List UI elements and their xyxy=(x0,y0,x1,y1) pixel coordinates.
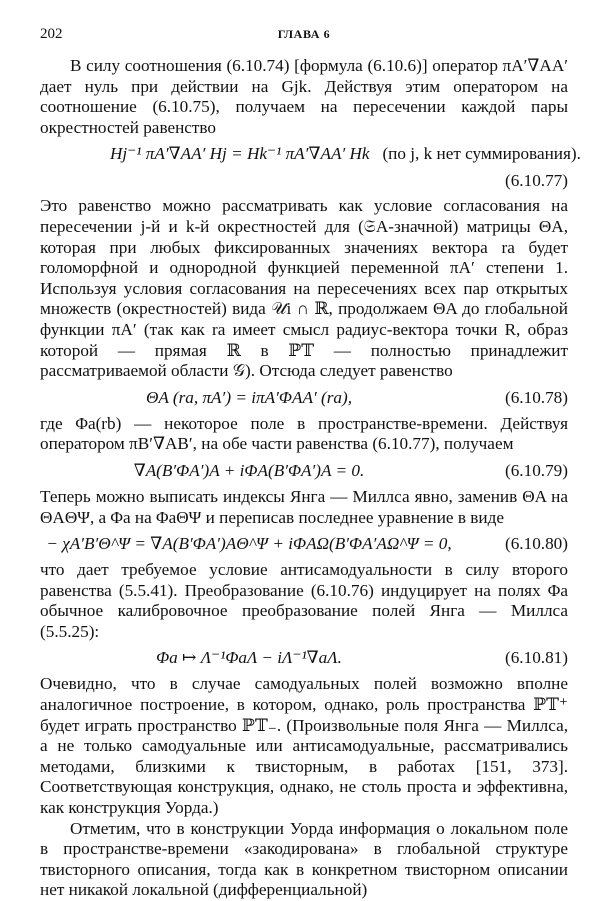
equation-6-10-79 xyxy=(40,455,568,487)
equation-number: (6.10.79) xyxy=(504,460,568,480)
equation-number: (6.10.77) xyxy=(504,171,568,191)
equation-number-row xyxy=(40,170,568,192)
paragraph-6: Очевидно, что в случае самодуальных полей возможно вполне аналогичное построение, в котором, однако, роль пространства ℙ𝕋⁺ будет играть пространство ℙ𝕋₋. (Произвольные поля Янга — Миллса, а не только самодуальные или антисамодуальные, рассматривались методами, близкими к твисторным, в работах [151, 373]. Соответствующая конструкция, однако, не столь проста и эффективна, как конструкция Уорда.) xyxy=(40,674,568,818)
paragraph-2: Это равенство можно рассматривать как условие согласования на пересечении j-й и k-й окрестностей для (𝔖A-значной) матрицы ΘA, которая при любых фиксированных значениях вектора ra будет голоморфной и однородной функцией переменной πA′ степени 1. Используя условия согласования на пересечениях всех пар открытых множеств (окрестностей) вида 𝒰i ∩ ℝ, продолжаем ΘA до глобальной функции πA′ (так как ra имеет смысл радиус-вектора точки R, образ которой — прямая ℝ в ℙ𝕋 — полностью принадлежит рассматриваемой области 𝒢). Отсюда следует равенство xyxy=(40,196,568,381)
equation-expression: ΘA (ra, πA′) = iπA′ΦAA′ (ra), xyxy=(145,387,353,407)
equation-number: (6.10.78) xyxy=(504,387,568,407)
running-head: ГЛАВА 6 xyxy=(277,27,331,41)
paragraph-5: что дает требуемое условие антисамодуальности в силу второго равенства (5.5.41). Преобразование (6.10.76) индуцирует на полях Φa обычное калибровочное преобразование полей Янга — Миллса (5.5.25): xyxy=(40,560,568,641)
equation-number: (6.10.80) xyxy=(504,534,568,554)
paragraph-4: Теперь можно выписать индексы Янга — Миллса явно, заменив ΘA на ΘAΘΨ, а Φa на ΦaΘΨ и переписав последнее уравнение в виде xyxy=(40,486,568,527)
page-header xyxy=(40,24,568,46)
equation-formula xyxy=(40,138,581,170)
equation-expression: − χA′B′Θ^Ψ = ∇A(B′ΦA′)AΘ^Ψ + iΦAΩ(B′ΦA′AΩ^Ψ = 0, xyxy=(46,534,452,554)
equation-expression: Hj⁻¹ πA′∇AA′ Hj = Hk⁻¹ πA′∇AA′ Hk xyxy=(110,144,370,164)
equation-expression: ∇A(B′ΦA′)A + iΦA(B′ΦA′)A = 0. xyxy=(133,460,365,480)
equation-note: (по j, k нет суммирования). xyxy=(382,144,581,164)
equation-expression: Φa ↦ Λ⁻¹ΦaΛ − iΛ⁻¹∇aΛ. xyxy=(156,648,342,668)
equation-6-10-77 xyxy=(40,138,581,170)
paragraph-1: В силу соотношения (6.10.74) [формула (6.10.6)] оператор πA′∇AA′ дает нуль при действии на Gjk. Действуя этим оператором на соотношение (6.10.75), получаем на пересечении каждой пары окрестностей равенство xyxy=(40,56,568,137)
paragraph-7: Отметим, что в конструкции Уорда информация о локальном поле в пространстве-времени «закодирована» в глобальной структуре твисторного описания, тогда как в конкретном твисторном описании нет никакой локальной (дифференциальной) xyxy=(40,818,568,900)
page-number: 202 xyxy=(40,26,63,42)
paragraph-3: где Φa(rb) — некоторое поле в пространстве-времени. Действуя оператором πB′∇AB′, на обе части равенства (6.10.77), получаем xyxy=(40,413,568,454)
equation-6-10-81 xyxy=(40,642,568,674)
equation-6-10-78 xyxy=(40,382,568,414)
equation-number: (6.10.81) xyxy=(504,648,568,668)
equation-6-10-80 xyxy=(40,528,568,560)
